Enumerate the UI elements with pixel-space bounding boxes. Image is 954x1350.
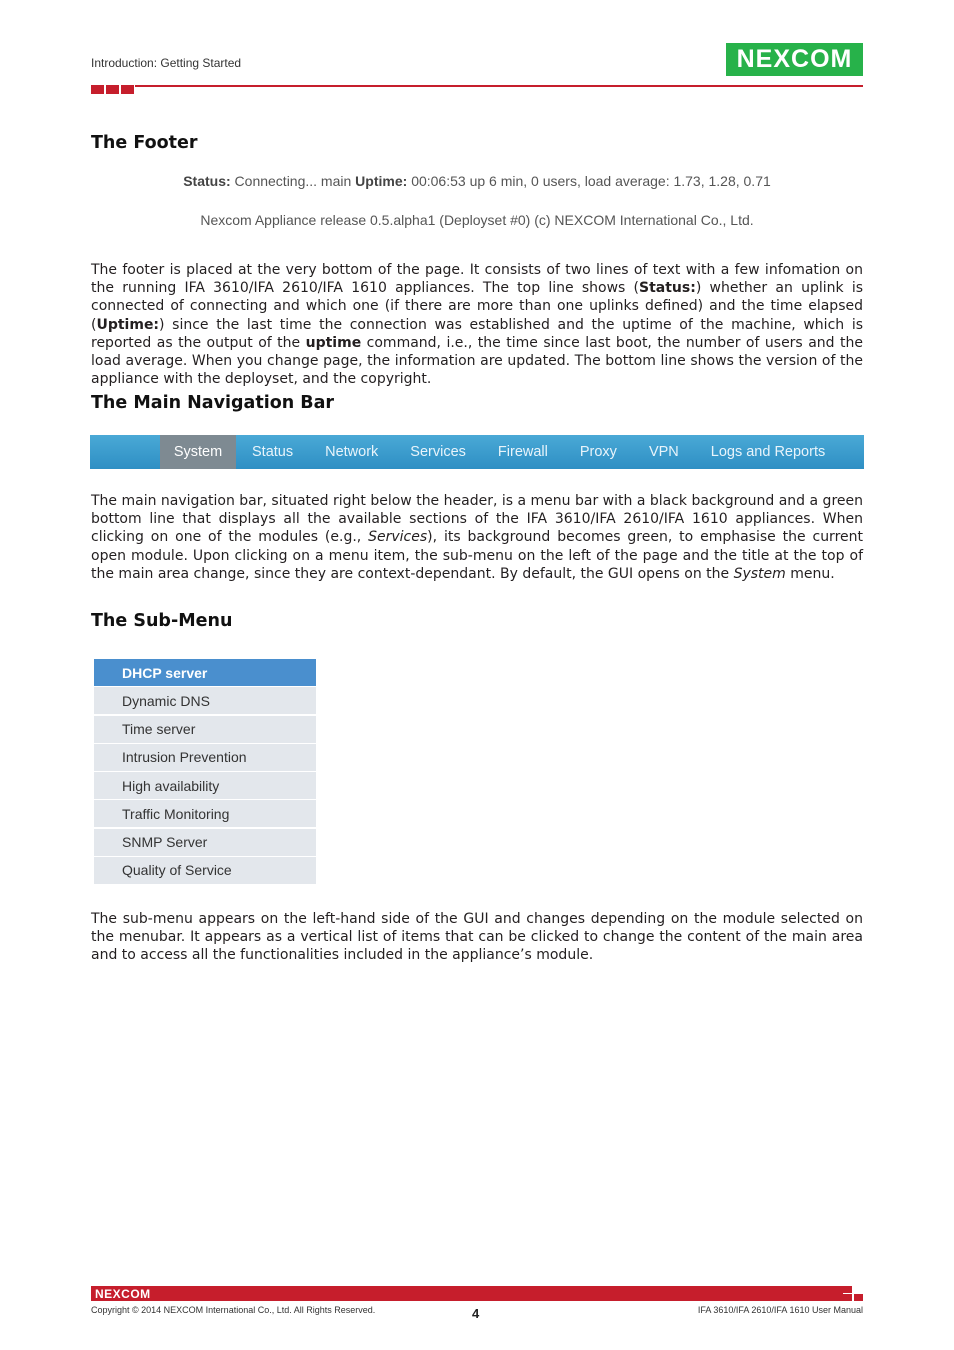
nav-item-system[interactable]: System xyxy=(160,435,236,469)
status-value: Connecting... main xyxy=(234,173,352,189)
uptime-term: Uptime: xyxy=(96,316,160,333)
submenu-item-dynamic-dns[interactable]: Dynamic DNS xyxy=(94,687,316,714)
footer-release-line: Nexcom Appliance release 0.5.alpha1 (Deployset #0) (c) NEXCOM International Co., Ltd. xyxy=(200,212,754,228)
nav-item-vpn[interactable]: VPN xyxy=(648,444,679,460)
submenu-item-high-availability[interactable]: High availability xyxy=(94,772,316,799)
breadcrumb: Introduction: Getting Started xyxy=(91,56,242,70)
heading-sub-menu: The Sub-Menu xyxy=(91,611,233,631)
nav-item-firewall[interactable]: Firewall xyxy=(497,444,548,460)
nav-item-services[interactable]: Services xyxy=(410,444,466,460)
page-number: 4 xyxy=(472,1306,480,1321)
nexcom-logo: NEXCOM xyxy=(726,43,863,76)
status-label: Status: xyxy=(183,173,231,189)
heading-the-footer: The Footer xyxy=(91,133,198,153)
footer-copyright: Copyright © 2014 NEXCOM International Co., Ltd. All Rights Reserved. xyxy=(91,1305,376,1315)
uptime-command: uptime xyxy=(305,334,362,351)
submenu-description: The sub-menu appears on the left-hand side of the GUI and changes depending on the module selected on the menubar. It appears as a vertical list of items that can be clicked to change the content of the main area and to access all the functionalities included in the appliance’s module. xyxy=(91,911,863,964)
header-divider xyxy=(135,85,863,87)
status-term: Status: xyxy=(639,280,696,297)
heading-main-navigation-bar: The Main Navigation Bar xyxy=(91,393,335,413)
page-footer-bar xyxy=(91,1286,863,1301)
nav-description: The main navigation bar, situated right below the header, is a menu bar with a black background and a green bottom line that displays all the available sections of the IFA 3610/IFA 2610/IFA 1610 appliances. When clicking on one of the modules (e.g., Services), its background becomes green, to emphasise the current open module. Upon clicking on a menu item, the sub-menu on the left of the page and the title at the top of the main area change, since they are context-dependant. By default, the GUI opens on the System menu. xyxy=(91,493,863,582)
footer-nexcom-logo: NEXCOM xyxy=(95,1287,151,1301)
footer-description: The footer is placed at the very bottom of the page. It consists of two lines of text with a few infomation on the running IFA 3610/IFA 2610/IFA 1610 appliances. The top line shows (Status:) whether an uplink is connected of connecting and which one (if there are more than one uplinks defined) and the time elapsed (Uptime:) since the last time the connection was established and the uptime of the machine, which is reported as the output of the uptime command, i.e., the time since last boot, the number of users and the load average. When you change page, the information are updated. The bottom line shows the version of the appliance with the deployset, and the copyright. xyxy=(91,262,863,388)
header-accent-blocks xyxy=(91,85,134,94)
nav-item-network[interactable]: Network xyxy=(325,444,379,460)
submenu-item-traffic-monitoring[interactable]: Traffic Monitoring xyxy=(94,800,316,827)
submenu-item-snmp-server[interactable]: SNMP Server xyxy=(94,829,316,856)
services-term: Services xyxy=(368,529,428,546)
nav-item-status[interactable]: Status xyxy=(252,444,294,460)
footer-corner-icon xyxy=(843,1286,863,1301)
submenu-item-intrusion-prevention[interactable]: Intrusion Prevention xyxy=(94,744,316,771)
nav-item-logs-and-reports[interactable]: Logs and Reports xyxy=(710,444,826,460)
uptime-value: 00:06:53 up 6 min, 0 users, load average: 1.73, 1.28, 0.71 xyxy=(411,173,771,189)
uptime-label: Uptime: xyxy=(355,173,408,189)
main-navigation-bar xyxy=(90,435,864,469)
submenu-item-quality-of-service[interactable]: Quality of Service xyxy=(94,857,316,884)
submenu-item-time-server[interactable]: Time server xyxy=(94,716,316,743)
sub-menu xyxy=(94,659,316,885)
footer-manual-title: IFA 3610/IFA 2610/IFA 1610 User Manual xyxy=(697,1305,863,1315)
submenu-item-dhcp-server[interactable]: DHCP server xyxy=(94,659,316,686)
nav-item-proxy[interactable]: Proxy xyxy=(579,444,617,460)
footer-status-line xyxy=(91,173,863,189)
system-term: System xyxy=(733,565,786,582)
